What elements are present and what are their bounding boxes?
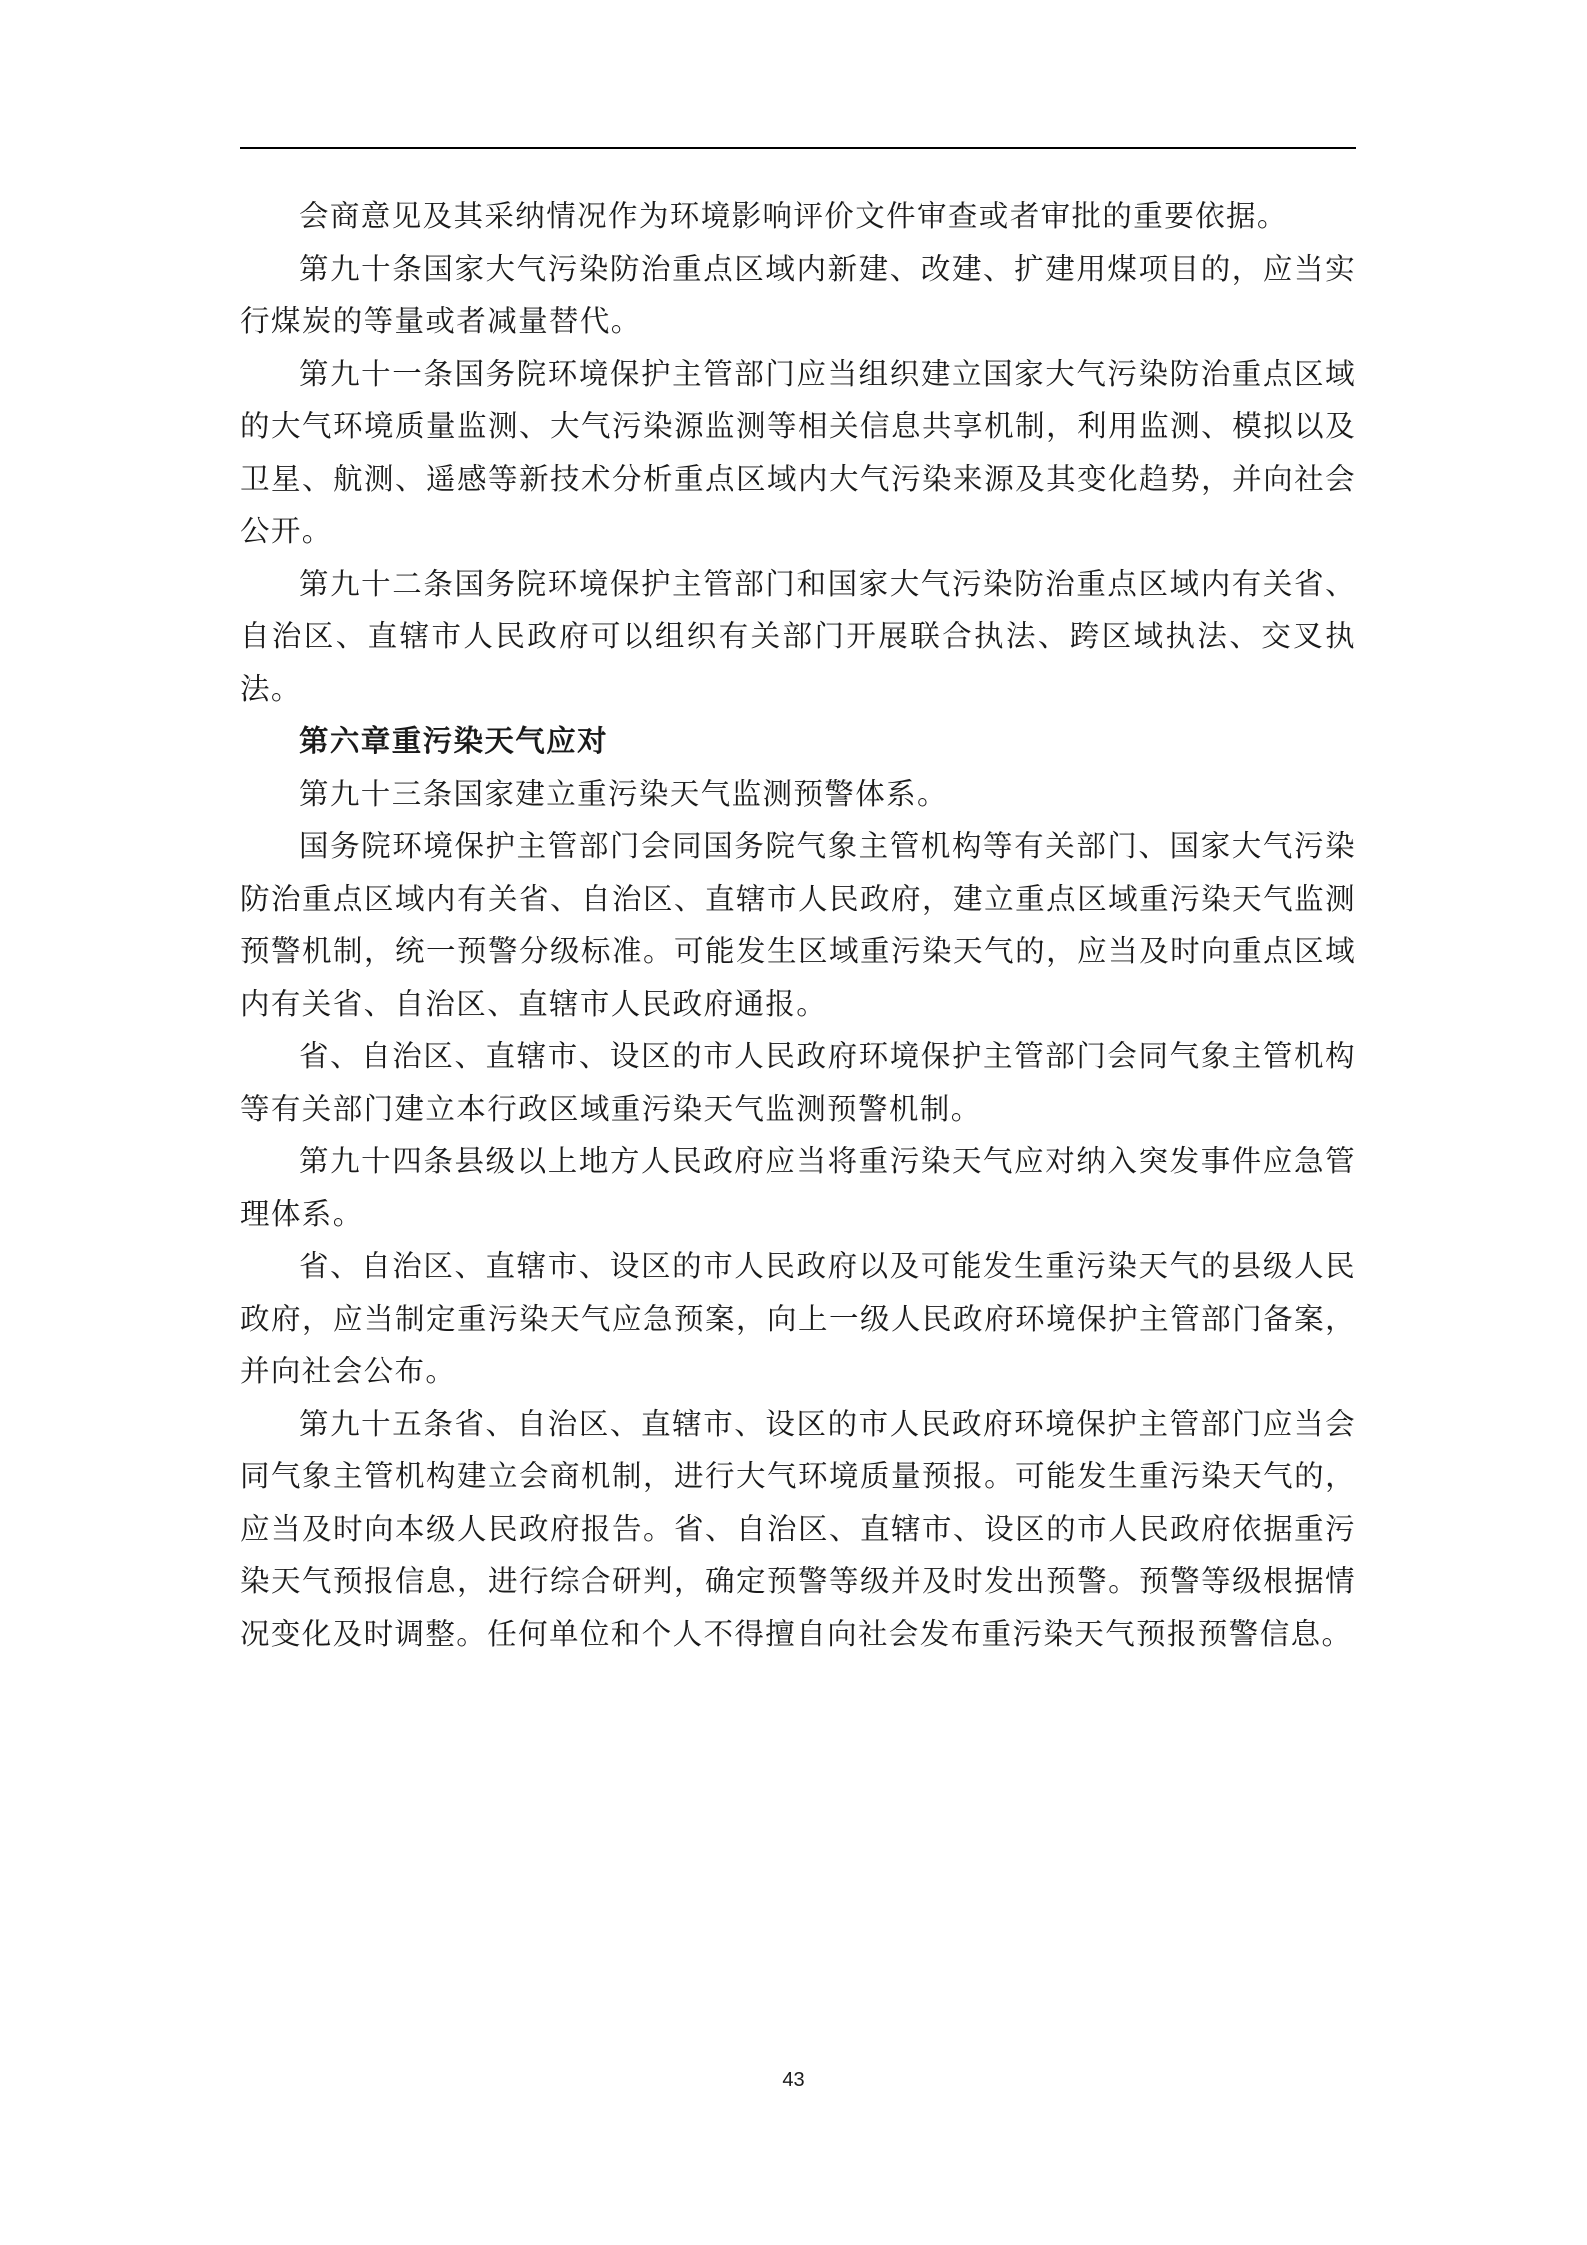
header-rule — [240, 147, 1356, 149]
article-93: 第九十三条国家建立重污染天气监测预警体系。 — [299, 776, 948, 811]
article-93-clause-2: 国务院环境保护主管部门会同国务院气象主管机构等有关部门、国家大气污染防治重点区域内有关省、自治区、直辖市人民政府，建立重点区域重污染天气监测预警机制，统一预警分级标准。可能发生区域重污染天气的，应当及时向重点区域内有关省、自治区、直辖市人民政府通报。 — [240, 829, 1356, 1021]
article-95: 第九十五条省、自治区、直辖市、设区的市人民政府环境保护主管部门应当会同气象主管机构建立会商机制，进行大气环境质量预报。可能发生重污染天气的，应当及时向本级人民政府报告。省、自治区、直辖市、设区的市人民政府依据重污染天气预报信息，进行综合研判，确定预警等级并及时发出预警。预警等级根据情况变化及时调整。任何单位和个人不得擅自向社会发布重污染天气预报预警信息。 — [240, 1406, 1356, 1651]
article-92: 第九十二条国务院环境保护主管部门和国家大气污染防治重点区域内有关省、自治区、直辖市人民政府可以组织有关部门开展联合执法、跨区域执法、交叉执法。 — [240, 566, 1356, 706]
article-94: 第九十四条县级以上地方人民政府应当将重污染天气应对纳入突发事件应急管理体系。 — [240, 1144, 1356, 1231]
article-91: 第九十一条国务院环境保护主管部门应当组织建立国家大气污染防治重点区域的大气环境质量监测、大气污染源监测等相关信息共享机制，利用监测、模拟以及卫星、航测、遥感等新技术分析重点区域内大气污染来源及其变化趋势，并向社会公开。 — [240, 356, 1356, 548]
article-94-clause-2: 省、自治区、直辖市、设区的市人民政府以及可能发生重污染天气的县级人民政府，应当制定重污染天气应急预案，向上一级人民政府环境保护主管部门备案，并向社会公布。 — [240, 1249, 1356, 1388]
document-body — [240, 190, 1356, 1660]
paragraph-1: 会商意见及其采纳情况作为环境影响评价文件审查或者审批的重要依据。 — [299, 199, 1288, 233]
article-90: 第九十条国家大气污染防治重点区域内新建、改建、扩建用煤项目的，应当实行煤炭的等量或者减量替代。 — [240, 251, 1356, 338]
page-number: 43 — [782, 2069, 805, 2091]
article-93-clause-3: 省、自治区、直辖市、设区的市人民政府环境保护主管部门会同气象主管机构等有关部门建立本行政区域重污染天气监测预警机制。 — [240, 1039, 1356, 1126]
chapter-6-heading: 第六章重污染天气应对 — [299, 724, 609, 758]
